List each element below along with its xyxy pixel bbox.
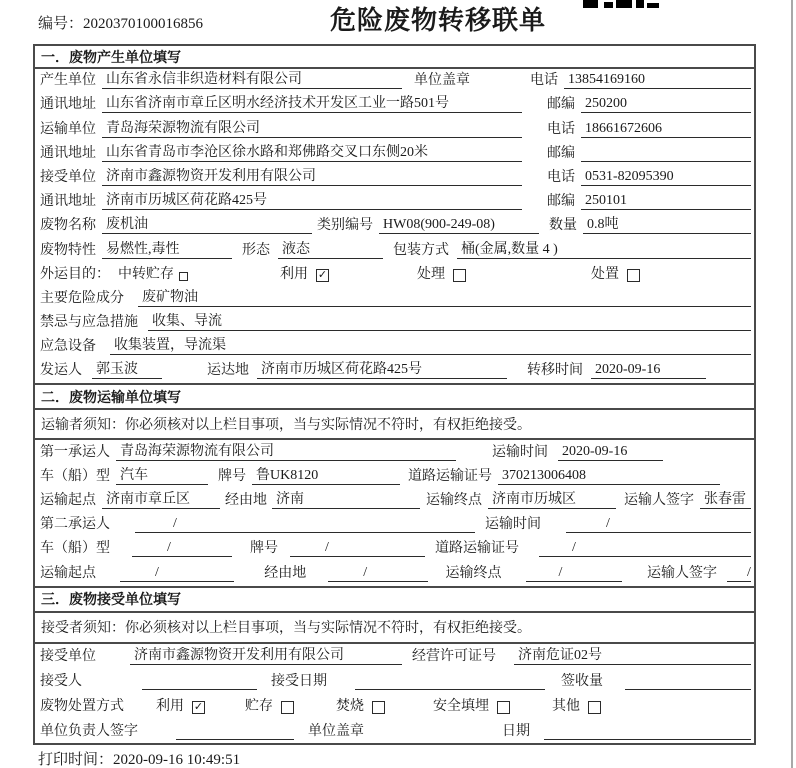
checkbox-checked-icon: ✓ [193,700,204,713]
carrier-signature-label: 运输人签字 [624,493,694,508]
carrier-signature-value: 张春雷 [700,491,751,509]
hazard-component-label: 主要危险成分 [40,290,124,306]
manifest-form [33,44,756,745]
hazard-component-row [35,287,754,311]
waste-character-value: 易燃性,毒性 [102,241,232,259]
zip-label: 邮编 [547,145,575,161]
address-label: 通讯地址 [40,145,96,161]
package-label: 包装方式 [393,242,449,258]
address-label: 通讯地址 [40,194,96,210]
road-license2-value: / [539,539,751,557]
checkbox-unchecked-icon [588,701,601,714]
consignor-label: 发运人 [40,363,82,379]
endpoint-label: 运输终点 [426,493,482,508]
transfer-purpose-row [35,263,754,287]
taboo-measures-label: 禁忌与应急措施 [40,315,138,331]
plate-label: 牌号 [218,468,246,484]
checkbox-unchecked-icon [372,701,385,714]
date-value [544,739,751,740]
receiver-label: 接受单位 [40,169,96,185]
route1-row [35,489,754,513]
producer-row [35,69,754,93]
first-carrier-label: 第一承运人 [40,444,110,460]
waste-name-label: 废物名称 [40,218,96,234]
checkbox-unchecked-icon [453,269,466,282]
road-license-value: 370213006408 [498,467,720,485]
origin2-value: / [120,564,234,582]
producer-value: 山东省永信非织造材料有限公司 [102,71,402,89]
section1-header: 一．废物产生单位填写 [35,46,754,69]
option-landfill-label: 安全填埋 [433,698,489,714]
business-license-label: 经营许可证号 [412,648,496,664]
page-edge-line [791,0,793,768]
transport-time-value: 2020-09-16 [558,443,663,461]
acceptor-label: 接受人 [40,673,82,689]
section3-header: 三．废物接受单位填写 [35,586,754,613]
package-value: 桶(金属,数量 4 ) [457,241,751,259]
print-time [38,748,240,768]
transfer-time-label: 转移时间 [527,363,583,379]
plate-label: 牌号 [250,541,278,557]
transporter-label: 运输单位 [40,121,96,137]
hazard-component-value: 废矿物油 [138,289,751,307]
emergency-equipment-value: 收集装置，导流渠 [110,337,751,355]
receiver-address-row [35,190,754,214]
serial-label: 编号： [38,16,84,32]
transfer-purpose-label: 外运目的： [40,266,110,282]
vehicle-type-label: 车（船）型 [40,541,110,557]
transfer-time-value: 2020-09-16 [591,361,706,379]
producer-address-value: 山东省济南市章丘区明水经济技术开发区工业一路501号 [102,95,522,113]
transport-time-label: 运输时间 [485,517,541,533]
carrier-signature2-value: / [727,564,751,582]
address-label: 通讯地址 [40,97,96,113]
producer-zip-value: 250200 [581,95,751,113]
serial-number [38,12,203,33]
qr-block [616,0,632,8]
emergency-equipment-row [35,335,754,359]
phone-label: 电话 [530,73,558,89]
waste-character-row [35,238,754,262]
vehicle-type2-value: / [132,539,232,557]
leader-signature-row [35,719,754,744]
signed-quantity-value [625,689,751,690]
zip-label: 邮编 [547,97,575,113]
category-code-value: HW08(900-249-08) [379,216,539,234]
taboo-measures-row [35,311,754,335]
endpoint2-value: / [526,564,622,582]
option-treat-label: 处理 [417,266,445,282]
option-utilize-label: 利用 [280,266,308,282]
waste-name-value: 废机油 [102,216,312,234]
acceptor-row [35,669,754,694]
transporter-address-value: 山东省青岛市李沧区徐水路和郑佛路交叉口东侧20米 [102,144,522,162]
checkbox-unchecked-icon [497,701,510,714]
waste-name-row [35,214,754,238]
option-dispose-label: 处置 [591,266,619,282]
receiver-zip-value: 250101 [581,192,751,210]
via-label: 经由地 [225,493,267,508]
receiver-value: 济南市鑫源物资开发利用有限公司 [102,168,522,186]
receiver-address-value: 济南市历城区荷花路425号 [102,192,522,210]
qr-code-partial-icon [583,0,659,9]
unit-seal-label: 单位盖章 [308,723,364,739]
second-carrier-value: / [135,515,475,533]
accept-unit-value: 济南市鑫源物资开发利用有限公司 [130,647,402,665]
qr-block [583,0,598,8]
plate-value: 鲁UK8120 [252,467,400,485]
quantity-label: 数量 [549,218,577,234]
destination-label: 运达地 [207,363,249,379]
print-time-label: 打印时间： [38,752,114,768]
via2-value: / [328,564,427,582]
option-storage-label: 贮存 [245,698,273,714]
transporter-address-row [35,142,754,166]
option-utilize-label: 利用 [156,698,184,714]
route2-row [35,561,754,585]
date-label: 日期 [502,723,530,739]
accept-date-label: 接受日期 [271,673,327,689]
plate2-value: / [290,539,425,557]
second-carrier-row [35,513,754,537]
vehicle2-row [35,537,754,561]
accept-unit-row [35,644,754,669]
receiver-phone-value: 0531-82095390 [581,168,751,186]
producer-label: 产生单位 [40,73,96,89]
business-license-value: 济南危证02号 [514,647,751,665]
option-transit-storage-label: 中转贮存 [118,266,174,282]
checkbox-unchecked-icon [627,269,640,282]
vehicle1-row [35,465,754,489]
option-other-label: 其他 [552,698,580,714]
transporter-zip-value [581,161,751,162]
transport-time-label: 运输时间 [492,444,548,460]
serial-value: 2020370100016856 [83,16,204,32]
second-carrier-label: 第二承运人 [40,517,110,533]
transporter-notice: 运输者须知：你必须核对以上栏目事项，当与实际情况不符时，有权拒绝接受。 [35,410,754,440]
acceptor-value [142,689,257,690]
road-license-label: 道路运输证号 [408,468,492,484]
carrier-signature-label: 运输人签字 [647,565,718,581]
checkbox-checked-icon: ✓ [317,268,328,281]
quantity-value: 0.8吨 [583,216,751,234]
endpoint-value: 济南市历城区 [488,491,616,509]
vehicle-type-value: 汽车 [116,467,208,485]
emergency-equipment-label: 应急设备 [40,339,96,355]
physical-form-label: 形态 [242,242,270,258]
zip-label: 邮编 [547,194,575,210]
phone-label: 电话 [547,169,575,185]
qr-block [604,2,613,8]
origin-label: 运输起点 [40,493,96,508]
phone-label: 电话 [547,121,575,137]
taboo-measures-value: 收集、导流 [148,313,751,331]
qr-block [636,0,644,8]
origin-value: 济南市章丘区 [102,491,220,509]
consignor-row [35,359,754,383]
leader-signature-label: 单位负责人签字 [40,723,138,739]
first-carrier-row [35,440,754,464]
waste-character-label: 废物特性 [40,242,96,258]
transporter-phone-value: 18661672606 [581,120,751,138]
via-label: 经由地 [264,565,307,581]
page-title: 危险废物转移联单 [330,6,547,35]
first-carrier-value: 青岛海荣源物流有限公司 [116,443,456,461]
option-incinerate-label: 焚烧 [336,698,364,714]
producer-address-row [35,93,754,117]
receiver-row [35,166,754,190]
destination-value: 济南市历城区荷花路425号 [257,361,507,379]
transporter-row [35,117,754,141]
qr-block [647,3,659,8]
consignor-value: 郭玉波 [92,361,162,379]
physical-form-value: 液态 [278,241,383,259]
endpoint-label: 运输终点 [445,565,502,581]
unit-seal-label: 单位盖章 [414,73,470,89]
receiver-notice: 接受者须知：你必须核对以上栏目事项，当与实际情况不符时，有权拒绝接受。 [35,613,754,644]
producer-phone-value: 13854169160 [564,71,751,89]
accept-date-value [355,689,545,690]
signed-quantity-label: 签收量 [561,673,603,689]
checkbox-unchecked-icon [281,701,294,714]
disposal-method-row [35,694,754,719]
leader-signature-value [176,739,294,740]
origin-label: 运输起点 [40,565,96,581]
accept-unit-label: 接受单位 [40,648,96,664]
road-license-label: 道路运输证号 [435,541,519,557]
checkbox-unchecked-icon [179,272,188,281]
category-code-label: 类别编号 [317,218,373,234]
transport-time2-value: / [566,515,751,533]
disposal-method-label: 废物处置方式 [40,698,124,714]
vehicle-type-label: 车（船）型 [40,468,110,484]
transporter-value: 青岛海荣源物流有限公司 [102,120,522,138]
section2-header: 二．废物运输单位填写 [35,383,754,410]
print-time-value: 2020-09-16 10:49:51 [113,752,241,768]
via-value: 济南 [272,491,420,509]
